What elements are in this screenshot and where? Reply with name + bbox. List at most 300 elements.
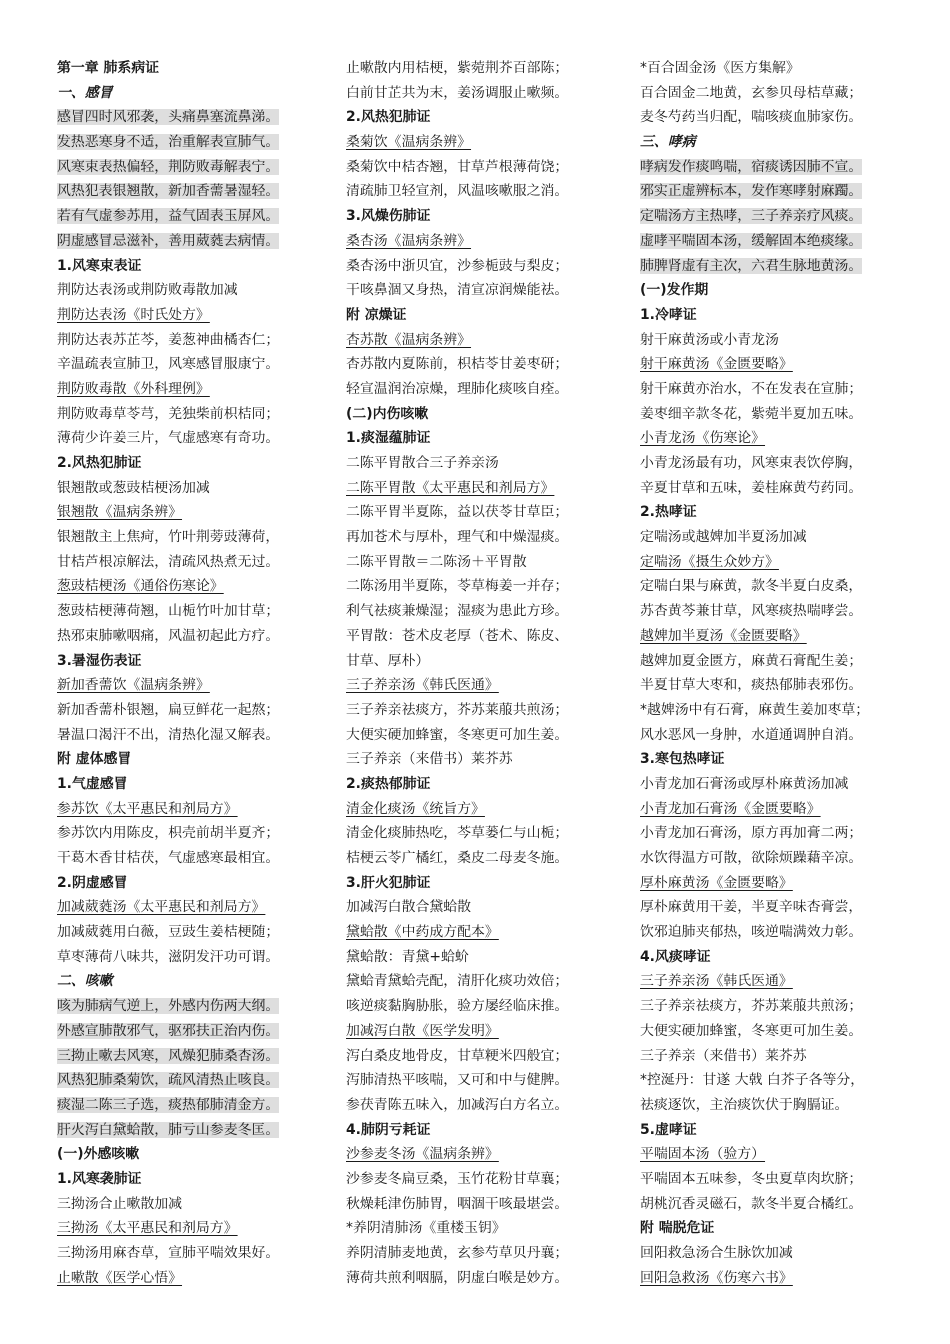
- text-line: [346, 599, 622, 624]
- line-text: 参苏饮《太平惠民和剂局方》: [57, 800, 238, 817]
- line-text: 哮病发作痰鸣喘，宿痰诱因肺不宣。: [640, 158, 863, 175]
- section-heading: [346, 402, 622, 427]
- line-text: 二陈平胃散＝二陈汤＋平胃散: [346, 553, 527, 570]
- text-line: [640, 772, 916, 797]
- text-line: [640, 698, 916, 723]
- section-heading: [346, 772, 622, 797]
- line-text: 葱豉桔梗薄荷翘，山栀竹叶加甘草；: [57, 603, 280, 620]
- line-text: 三子养亲祛痰方，芥苏莱菔共煎汤；: [346, 701, 569, 718]
- formula-source-title: [346, 673, 622, 698]
- section-heading: [346, 426, 622, 451]
- formula-source-title: [57, 303, 329, 328]
- line-text: 越婢加夏金匮方，麻黄石膏配生姜；: [640, 652, 863, 669]
- line-text: 银翘散《温病条辨》: [57, 504, 183, 521]
- text-line: [57, 476, 329, 501]
- section-heading: [346, 105, 622, 130]
- line-text: 加减泻白散《医学发明》: [346, 1022, 499, 1039]
- line-text: 4.风痰哮证: [640, 948, 711, 965]
- line-text: 黛蛤散：青黛+蛤蚧: [346, 948, 469, 965]
- formula-source-title: [640, 969, 916, 994]
- line-text: 射干麻黄汤《金匮要略》: [640, 356, 793, 373]
- line-text: 大便实硬加蜂蜜，冬寒更可加生姜。: [640, 1022, 863, 1039]
- text-line: [640, 56, 916, 81]
- section-heading: [346, 1118, 622, 1143]
- formula-source-title: [640, 797, 916, 822]
- line-text: 平喘固本汤（验方）: [640, 1146, 766, 1163]
- formula-source-title: [640, 1266, 916, 1291]
- text-line: [640, 525, 916, 550]
- line-text: *养阴清肺汤《重楼玉钥》: [346, 1220, 506, 1237]
- line-text: 1.气虚感冒: [57, 775, 128, 792]
- text-line: [346, 821, 622, 846]
- formula-source-title: [346, 1019, 622, 1044]
- line-text: 桔梗云苓广橘红，桑皮二母麦冬施。: [346, 850, 569, 866]
- highlighted-verse-line: [640, 179, 916, 204]
- line-text: 二、咳嗽: [57, 973, 113, 990]
- line-text: 桑杏汤中浙贝宜，沙参栀豉与梨皮；: [346, 257, 569, 274]
- text-line: [640, 994, 916, 1019]
- middle-column: [346, 56, 622, 1290]
- section-heading: [57, 1167, 329, 1192]
- section-heading: [640, 130, 916, 155]
- line-text: 肺脾肾虚有主次，六君生脉地黄汤。: [640, 257, 863, 274]
- line-text: 3.暑湿伤表证: [57, 652, 142, 669]
- line-text: 三拗汤《太平惠民和剂局方》: [57, 1220, 238, 1237]
- line-text: 桑杏汤《温病条辨》: [346, 232, 472, 249]
- line-text: 二陈汤用半夏陈，苓草梅姜一并存；: [346, 578, 569, 595]
- section-heading: [57, 56, 329, 81]
- text-line: [346, 747, 622, 772]
- section-heading: [57, 747, 329, 772]
- text-line: [346, 624, 622, 649]
- line-text: (一)外感咳嗽: [57, 1146, 140, 1163]
- line-text: 银翘散或葱豉桔梗汤加减: [57, 479, 210, 496]
- highlighted-verse-line: [640, 155, 916, 180]
- formula-source-title: [640, 550, 916, 575]
- text-line: [640, 846, 916, 871]
- line-text: 辛温疏表宣肺卫，风寒感冒服康宁。: [57, 356, 280, 373]
- text-line: [640, 402, 916, 427]
- line-text: 5.虚哮证: [640, 1121, 697, 1138]
- line-text: 肝火泻白黛蛤散，肺亏山参麦冬匡。: [57, 1121, 280, 1138]
- line-text: 养阴清肺麦地黄，玄参芍草贝丹襄；: [346, 1245, 569, 1261]
- line-text: 小青龙加石膏汤，原方再加膏二两；: [640, 825, 863, 842]
- line-text: 回阳急救汤《伤寒六书》: [640, 1269, 793, 1286]
- text-line: [640, 451, 916, 476]
- highlighted-verse-line: [640, 254, 916, 279]
- line-text: 半夏甘草大枣和，痰热郁肺表邪伤。: [640, 677, 863, 694]
- right-column: [640, 56, 916, 1290]
- line-text: 清金化痰汤《统旨方》: [346, 800, 485, 817]
- line-text: 新加香薷朴银翘，扁豆鲜花一起熬；: [57, 701, 280, 718]
- line-text: 射干麻黄汤或小青龙汤: [640, 331, 779, 348]
- formula-source-title: [640, 1142, 916, 1167]
- line-text: 2.风热犯肺证: [57, 455, 142, 471]
- text-line: [346, 969, 622, 994]
- text-line: [346, 723, 622, 748]
- highlighted-verse-line: [57, 204, 329, 229]
- formula-source-title: [57, 1216, 329, 1241]
- text-line: [640, 377, 916, 402]
- line-text: *控涎丹：甘遂 大戟 白芥子各等分，: [640, 1072, 865, 1089]
- formula-source-title: [346, 328, 622, 353]
- line-text: 三子养亲汤《韩氏医通》: [640, 973, 793, 990]
- section-heading: [640, 747, 916, 772]
- line-text: 痰湿二陈三子选，痰热郁肺清金方。: [57, 1096, 280, 1113]
- formula-source-title: [640, 352, 916, 377]
- line-text: 大便实硬加蜂蜜，冬寒更可加生姜。: [346, 726, 569, 743]
- highlighted-verse-line: [57, 1118, 329, 1143]
- line-text: 2.热哮证: [640, 504, 697, 521]
- line-text: 邪实正虚辨标本，发作寒哮射麻躅。: [640, 183, 863, 200]
- text-line: [346, 846, 622, 871]
- text-line: [640, 1167, 916, 1192]
- highlighted-verse-line: [57, 1068, 329, 1093]
- line-text: 草枣薄荷八味共，滋阴发汗功可谓。: [57, 948, 280, 965]
- line-text: 风热犯肺桑菊饮，疏风清热止咳良。: [57, 1072, 280, 1089]
- line-text: 外感宣肺散邪气，驱邪扶正治内伤。: [57, 1022, 280, 1039]
- line-text: 第一章 肺系病证: [57, 60, 160, 76]
- text-line: [57, 698, 329, 723]
- text-line: [346, 945, 622, 970]
- line-text: 新加香薷饮《温病条辨》: [57, 677, 210, 694]
- highlighted-verse-line: [57, 1044, 329, 1069]
- section-heading: [346, 204, 622, 229]
- line-text: 平胃散：苍术皮老厚（苍术、陈皮、: [346, 627, 569, 644]
- line-text: 发热恶寒身不适，治重解表宣肺气。: [57, 134, 280, 151]
- text-line: [57, 945, 329, 970]
- line-text: 黛蛤青黛蛤壳配，清肝化痰功效倍；: [346, 973, 569, 990]
- text-line: [57, 821, 329, 846]
- text-line: [640, 328, 916, 353]
- line-text: 定喘汤或越婢加半夏汤加减: [640, 529, 807, 546]
- text-line: [640, 1241, 916, 1266]
- formula-source-title: [57, 895, 329, 920]
- line-text: (一)发作期: [640, 282, 709, 299]
- line-text: 定喘汤《摄生众妙方》: [640, 553, 779, 570]
- text-line: [640, 1192, 916, 1217]
- line-text: 咳逆痰黏胸胁胀，验方屡经临床推。: [346, 998, 569, 1015]
- text-line: [57, 278, 329, 303]
- line-text: 1.风寒袭肺证: [57, 1170, 142, 1187]
- text-line: [346, 377, 622, 402]
- section-heading: [640, 945, 916, 970]
- line-text: *越婢汤中有石膏，麻黄生姜加枣草；: [640, 701, 870, 718]
- section-heading: [57, 254, 329, 279]
- line-text: (二)内伤咳嗽: [346, 405, 429, 422]
- text-line: [640, 920, 916, 945]
- line-text: 厚朴麻黄汤《金匮要略》: [640, 874, 793, 891]
- text-line: [346, 1093, 622, 1118]
- line-text: 1.冷哮证: [640, 306, 697, 323]
- text-line: [57, 402, 329, 427]
- text-line: [57, 426, 329, 451]
- text-line: [57, 920, 329, 945]
- line-text: 咳为肺病气逆上，外感内伤两大纲。: [57, 998, 280, 1015]
- text-line: [346, 254, 622, 279]
- highlighted-verse-line: [57, 229, 329, 254]
- line-text: 二陈平胃散《太平惠民和剂局方》: [346, 479, 555, 496]
- text-line: [57, 550, 329, 575]
- line-text: 甘桔芦根凉解法，清疏风热煮无过。: [57, 553, 280, 570]
- line-text: 暑温口渴汗不出，清热化湿又解表。: [57, 726, 280, 743]
- text-line: [346, 649, 622, 674]
- line-text: 苏杏黄芩兼甘草，风寒痰热喘哮尝。: [640, 603, 863, 620]
- line-text: 定喘汤方主热哮，三子养亲疗风痰。: [640, 208, 863, 225]
- section-heading: [57, 81, 329, 106]
- highlighted-verse-line: [640, 229, 916, 254]
- line-text: 沙参麦冬汤《温病条辨》: [346, 1146, 499, 1163]
- text-line: [57, 328, 329, 353]
- line-text: 风水恶风一身肿，水道通调肿自消。: [640, 726, 863, 743]
- line-text: 水饮得温方可散，欲除烦躁藉辛凉。: [640, 850, 863, 866]
- line-text: 虚哮平喘固本汤，缓解固本绝痰缘。: [640, 232, 863, 249]
- line-text: 回阳救急汤合生脉饮加减: [640, 1245, 793, 1261]
- section-heading: [346, 871, 622, 896]
- section-heading: [640, 278, 916, 303]
- line-text: 三拗汤用麻杏草，宣肺平喘效果好。: [57, 1245, 280, 1261]
- section-heading: [640, 303, 916, 328]
- line-text: 白前甘芷共为末，姜汤调服止嗽频。: [346, 84, 569, 101]
- line-text: 秋燥耗津伤肺胃，咽涸干咳最堪尝。: [346, 1195, 569, 1212]
- formula-source-title: [57, 574, 329, 599]
- highlighted-verse-line: [57, 179, 329, 204]
- line-text: 清金化痰肺热吃，芩草蒌仁与山栀；: [346, 825, 569, 842]
- formula-source-title: [57, 673, 329, 698]
- highlighted-verse-line: [57, 105, 329, 130]
- line-text: 桑菊饮《温病条辨》: [346, 134, 472, 151]
- text-line: [346, 1266, 622, 1291]
- text-line: [346, 1068, 622, 1093]
- line-text: 二陈平胃半夏陈，益以茯苓甘草臣；: [346, 504, 569, 521]
- text-line: [640, 1068, 916, 1093]
- left-column: [57, 56, 329, 1290]
- line-text: 3.风燥伤肺证: [346, 208, 431, 225]
- formula-source-title: [346, 130, 622, 155]
- text-line: [346, 179, 622, 204]
- text-line: [346, 155, 622, 180]
- line-text: 饮邪迫肺夹郁热，咳逆喘满效力彰。: [640, 924, 863, 941]
- text-line: [640, 476, 916, 501]
- text-line: [640, 81, 916, 106]
- text-line: [346, 1167, 622, 1192]
- line-text: 厚朴麻黄用干姜，半夏辛味杏膏尝，: [640, 899, 863, 916]
- section-heading: [57, 871, 329, 896]
- section-heading: [57, 451, 329, 476]
- line-text: 三拗汤合止嗽散加减: [57, 1195, 183, 1212]
- line-text: 姜枣细辛款冬花，紫菀半夏加五味。: [640, 405, 863, 422]
- text-line: [57, 723, 329, 748]
- formula-source-title: [57, 1266, 329, 1291]
- highlighted-verse-line: [57, 155, 329, 180]
- line-text: 荆防败毒草苓芎，羌独柴前枳桔同；: [57, 405, 280, 422]
- text-line: [57, 846, 329, 871]
- text-line: [57, 352, 329, 377]
- text-line: [640, 673, 916, 698]
- text-line: [346, 550, 622, 575]
- line-text: 三、哮病: [640, 134, 696, 151]
- line-text: 沙参麦冬扁豆桑，玉竹花粉甘草襄；: [346, 1170, 569, 1187]
- highlighted-verse-line: [57, 1093, 329, 1118]
- line-text: 附 喘脱危证: [640, 1220, 715, 1237]
- line-text: 热邪束肺嗽咽痛，风温初起此方疗。: [57, 627, 280, 644]
- line-text: 小青龙汤《伤寒论》: [640, 430, 766, 447]
- line-text: 阴虚感冒忌滋补，善用葳蕤去病情。: [57, 232, 280, 249]
- line-text: 感冒四时风邪袭，头痛鼻塞流鼻涕。: [57, 109, 280, 126]
- highlighted-verse-line: [57, 1019, 329, 1044]
- text-line: [346, 1044, 622, 1069]
- line-text: 黛蛤散《中药成方配本》: [346, 924, 499, 941]
- formula-source-title: [57, 797, 329, 822]
- line-text: 银翘散主上焦疴，竹叶荆蒡豉薄荷，: [57, 529, 280, 546]
- text-line: [346, 525, 622, 550]
- section-heading: [57, 1142, 329, 1167]
- line-text: 1.风寒束表证: [57, 257, 142, 274]
- line-text: 附 凉燥证: [346, 306, 407, 323]
- section-heading: [57, 772, 329, 797]
- line-text: 越婢加半夏汤《金匮要略》: [640, 627, 807, 644]
- line-text: 风热犯表银翘散，新加香薷暑湿轻。: [57, 183, 280, 200]
- text-line: [346, 574, 622, 599]
- line-text: 荆防达表汤《时氏处方》: [57, 306, 210, 323]
- formula-source-title: [346, 476, 622, 501]
- line-text: 加减葳蕤汤《太平惠民和剂局方》: [57, 899, 266, 916]
- text-line: [640, 1019, 916, 1044]
- line-text: 三子养亲（来借书）莱芥苏: [640, 1047, 807, 1064]
- line-text: 4.肺阴亏耗证: [346, 1121, 431, 1138]
- line-text: 止嗽散内用桔梗，紫菀荆芥百部陈；: [346, 60, 569, 76]
- text-line: [640, 649, 916, 674]
- text-line: [346, 352, 622, 377]
- line-text: 附 虚体感冒: [57, 751, 132, 768]
- line-text: 薄荷共煎利咽膈，阴虚白喉是妙方。: [346, 1269, 569, 1286]
- line-text: 小青龙加石膏汤或厚朴麻黄汤加减: [640, 775, 849, 792]
- text-line: [346, 278, 622, 303]
- line-text: 干葛木香甘桔茯，气虚感寒最相宜。: [57, 850, 280, 866]
- text-line: [346, 895, 622, 920]
- line-text: 薄荷少许姜三片，气虚感寒有奇功。: [57, 430, 280, 447]
- line-text: 桑菊饮中桔杏翘，甘草芦根薄荷饶；: [346, 158, 569, 175]
- section-heading: [57, 649, 329, 674]
- line-text: 清疏肺卫轻宣剂，风温咳嗽服之消。: [346, 183, 569, 200]
- line-text: 平喘固本五味参，冬虫夏草肉坎脐；: [640, 1170, 863, 1187]
- text-line: [640, 895, 916, 920]
- formula-source-title: [640, 426, 916, 451]
- line-text: 利气祛痰兼燥湿；湿痰为患此方珍。: [346, 603, 569, 620]
- line-text: 葱豉桔梗汤《通俗伤寒论》: [57, 578, 224, 595]
- line-text: 2.风热犯肺证: [346, 109, 431, 126]
- line-text: 3.肝火犯肺证: [346, 874, 431, 891]
- line-text: 小青龙加石膏汤《金匮要略》: [640, 800, 821, 817]
- line-text: 加减葳蕤用白薇，豆豉生姜桔梗随；: [57, 924, 280, 941]
- highlighted-verse-line: [57, 994, 329, 1019]
- line-text: 参茯青陈五味入，加减泻白方名立。: [346, 1096, 569, 1113]
- line-text: 甘草、厚朴）: [346, 652, 430, 669]
- line-text: 二陈平胃散合三子养亲汤: [346, 455, 499, 471]
- line-text: 三拗止嗽去风寒，风燥犯肺桑杏汤。: [57, 1047, 280, 1064]
- section-heading: [640, 1118, 916, 1143]
- line-text: 三子养亲汤《韩氏医通》: [346, 677, 499, 694]
- line-text: 小青龙汤最有功，风寒束表饮停胸，: [640, 455, 863, 471]
- text-line: [346, 1216, 622, 1241]
- line-text: 一、感冒: [57, 84, 113, 101]
- line-text: 再加苍术与厚朴，理气和中燥湿痰。: [346, 529, 569, 546]
- formula-source-title: [346, 797, 622, 822]
- line-text: 参苏饮内用陈皮，枳壳前胡半夏齐；: [57, 825, 280, 842]
- text-line: [346, 994, 622, 1019]
- line-text: 荆防败毒散《外科理例》: [57, 380, 210, 397]
- formula-source-title: [346, 1142, 622, 1167]
- line-text: 加减泻白散合黛蛤散: [346, 899, 472, 916]
- line-text: 止嗽散《医学心悟》: [57, 1269, 183, 1286]
- line-text: 杏苏散内夏陈前，枳桔苓甘姜枣研；: [346, 356, 569, 373]
- text-line: [57, 599, 329, 624]
- line-text: 荆防达表苏芷芩，姜葱神曲橘杏仁；: [57, 331, 280, 348]
- highlighted-verse-line: [57, 130, 329, 155]
- line-text: 定喘白果与麻黄，款冬半夏白皮桑，: [640, 578, 863, 595]
- text-line: [640, 821, 916, 846]
- text-line: [346, 81, 622, 106]
- text-line: [640, 1044, 916, 1069]
- line-text: 三子养亲（来借书）莱芥苏: [346, 751, 513, 768]
- line-text: 杏苏散《温病条辨》: [346, 331, 472, 348]
- text-line: [640, 723, 916, 748]
- line-text: 1.痰湿蕴肺证: [346, 430, 431, 447]
- line-text: 2.痰热郁肺证: [346, 775, 431, 792]
- line-text: 三子养亲祛痰方，芥苏莱菔共煎汤；: [640, 998, 863, 1015]
- formula-source-title: [640, 871, 916, 896]
- line-text: 2.阴虚感冒: [57, 874, 128, 891]
- section-heading: [640, 1216, 916, 1241]
- line-text: 百合固金二地黄，玄参贝母桔草藏；: [640, 84, 863, 101]
- formula-source-title: [346, 229, 622, 254]
- line-text: 泻肺清热平咳喘，又可和中与健脾。: [346, 1072, 569, 1089]
- line-text: 射干麻黄亦治水，不在发表在宣肺；: [640, 380, 863, 397]
- line-text: 风寒束表热偏轻，荆防败毒解表宁。: [57, 158, 280, 175]
- formula-source-title: [57, 500, 329, 525]
- text-line: [640, 599, 916, 624]
- text-line: [346, 500, 622, 525]
- text-line: [346, 56, 622, 81]
- text-line: [640, 105, 916, 130]
- line-text: 胡桃沉香灵磁石，款冬半夏合橘红。: [640, 1195, 863, 1212]
- formula-source-title: [57, 377, 329, 402]
- text-line: [640, 1093, 916, 1118]
- text-line: [57, 1192, 329, 1217]
- line-text: 祛痰逐饮，主治痰饮伏于胸膈证。: [640, 1096, 849, 1113]
- line-text: *百合固金汤《医方集解》: [640, 60, 800, 76]
- line-text: 3.寒包热哮证: [640, 751, 725, 768]
- text-line: [346, 698, 622, 723]
- text-line: [346, 1241, 622, 1266]
- text-line: [346, 1192, 622, 1217]
- section-heading: [346, 303, 622, 328]
- line-text: 泻白桑皮地骨皮，甘草粳米四般宜；: [346, 1047, 569, 1064]
- line-text: 荆防达表汤或荆防败毒散加减: [57, 282, 238, 299]
- formula-source-title: [640, 624, 916, 649]
- section-heading: [57, 969, 329, 994]
- line-text: 麦冬芍药当归配，喘咳痰血肺家伤。: [640, 109, 863, 126]
- highlighted-verse-line: [640, 204, 916, 229]
- line-text: 干咳鼻涸又身热，清宣凉润燥能祛。: [346, 282, 569, 299]
- line-text: 轻宣温润治凉燥，理肺化痰咳自痊。: [346, 380, 569, 397]
- text-line: [57, 1241, 329, 1266]
- section-heading: [640, 500, 916, 525]
- text-line: [640, 574, 916, 599]
- text-line: [57, 624, 329, 649]
- formula-source-title: [346, 920, 622, 945]
- text-line: [57, 525, 329, 550]
